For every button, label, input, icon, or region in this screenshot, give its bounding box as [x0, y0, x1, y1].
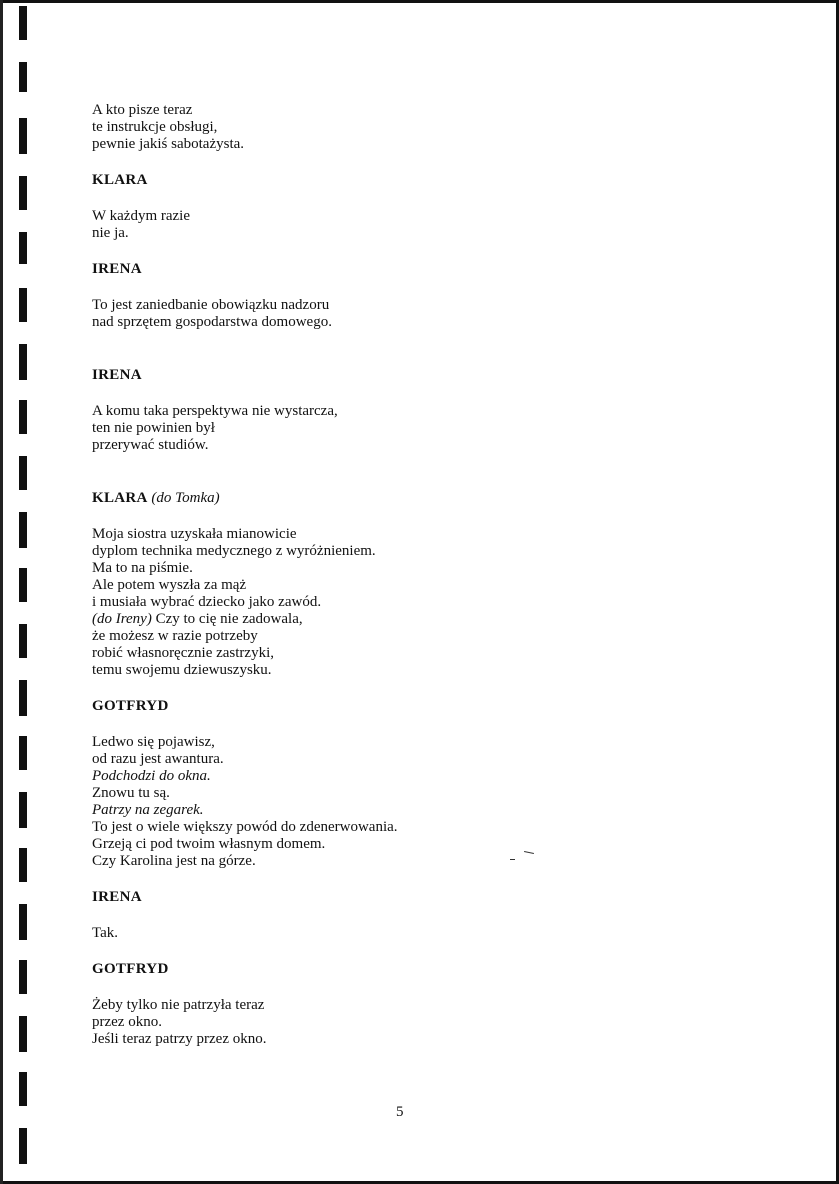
dialogue-block — [92, 102, 792, 153]
dialogue-line: od razu jest awantura. — [92, 751, 224, 767]
binding-mark — [19, 1072, 27, 1106]
dialogue-line: Czy Karolina jest na górze. — [92, 853, 256, 869]
stage-direction: (do Tomka) — [151, 490, 220, 506]
binding-mark — [19, 960, 27, 994]
dialogue-line: ten nie powinien był — [92, 420, 215, 436]
dialogue-line: temu swojemu dziewuszysku. — [92, 662, 272, 678]
dialogue-text: Czy to cię nie zadowala, — [151, 611, 303, 627]
dialogue-line: Ma to na piśmie. — [92, 560, 193, 576]
speaker-name: KLARA — [92, 172, 148, 188]
dialogue-line: że możesz w razie potrzeby — [92, 628, 258, 644]
dialogue-line: nad sprzętem gospodarstwa domowego. — [92, 314, 332, 330]
dialogue-line: i musiała wybrać dziecko jako zawód. — [92, 594, 322, 610]
dialogue-block — [92, 297, 792, 331]
binding-mark — [19, 1016, 27, 1052]
binding-mark — [19, 568, 27, 602]
dialogue-line: te instrukcje obsługi, — [92, 119, 218, 135]
page-edge-left — [0, 0, 3, 1184]
dialogue-line: W każdym razie — [92, 208, 191, 224]
script-text — [92, 102, 792, 1048]
dialogue-block — [92, 734, 792, 870]
binding-mark — [19, 512, 27, 548]
speaker-name: GOTFRYD — [92, 698, 169, 714]
dialogue-line: robić własnoręcznie zastrzyki, — [92, 645, 274, 661]
dialogue-line: A komu taka perspektywa nie wystarcza, — [92, 403, 338, 419]
dialogue-line: Znowu tu są. — [92, 785, 170, 801]
binding-mark — [19, 232, 27, 264]
binding-mark — [19, 62, 27, 92]
stage-direction: Patrzy na zegarek. — [92, 802, 204, 818]
speaker-name: GOTFRYD — [92, 961, 169, 977]
dialogue-line — [92, 611, 792, 628]
dialogue-line: Moja siostra uzyskała mianowicie — [92, 526, 297, 542]
speaker-name: IRENA — [92, 889, 142, 905]
binding-mark — [19, 6, 27, 40]
speaker-heading — [92, 490, 792, 507]
dialogue-block — [92, 403, 792, 454]
dialogue-line: A kto pisze teraz — [92, 102, 193, 118]
dialogue-block — [92, 997, 792, 1048]
dialogue-line: przerywać studiów. — [92, 437, 209, 453]
dialogue-line: dyplom technika medycznego z wyróżnieniem. — [92, 543, 376, 559]
stage-direction: Podchodzi do okna. — [92, 768, 211, 784]
binding-mark — [19, 624, 27, 658]
dialogue-line: To jest o wiele większy powód do zdenerwowania. — [92, 819, 398, 835]
binding-mark — [19, 680, 27, 716]
binding-mark — [19, 118, 27, 154]
dialogue-line: Ledwo się pojawisz, — [92, 734, 215, 750]
dialogue-block — [92, 526, 792, 679]
binding-mark — [19, 344, 27, 380]
binding-mark — [19, 400, 27, 434]
speaker-name: KLARA — [92, 490, 148, 506]
dialogue-block — [92, 208, 792, 242]
dialogue-line: Ale potem wyszła za mąż — [92, 577, 247, 593]
binding-mark — [19, 176, 27, 210]
binding-mark — [19, 1128, 27, 1164]
binding-mark — [19, 456, 27, 490]
binding-mark — [19, 904, 27, 940]
speaker-name: IRENA — [92, 261, 142, 277]
binding-mark — [19, 736, 27, 770]
page-number: 5 — [396, 1104, 404, 1120]
dialogue-block — [92, 925, 792, 942]
dialogue-line: pewnie jakiś sabotażysta. — [92, 136, 245, 152]
binding-mark — [19, 792, 27, 828]
dialogue-line: Grzeją ci pod twoim własnym domem. — [92, 836, 326, 852]
dialogue-line: przez okno. — [92, 1014, 162, 1030]
binding-mark — [19, 848, 27, 882]
dialogue-line: Tak. — [92, 925, 119, 941]
dialogue-line: Jeśli teraz patrzy przez okno. — [92, 1031, 267, 1047]
page-edge-top — [0, 0, 839, 3]
stage-direction: (do Ireny) — [92, 611, 152, 627]
binding-mark — [19, 288, 27, 322]
dialogue-line: nie ja. — [92, 225, 129, 241]
speaker-name: IRENA — [92, 367, 142, 383]
dialogue-line: Żeby tylko nie patrzyła teraz — [92, 997, 265, 1013]
dialogue-line: To jest zaniedbanie obowiązku nadzoru — [92, 297, 330, 313]
